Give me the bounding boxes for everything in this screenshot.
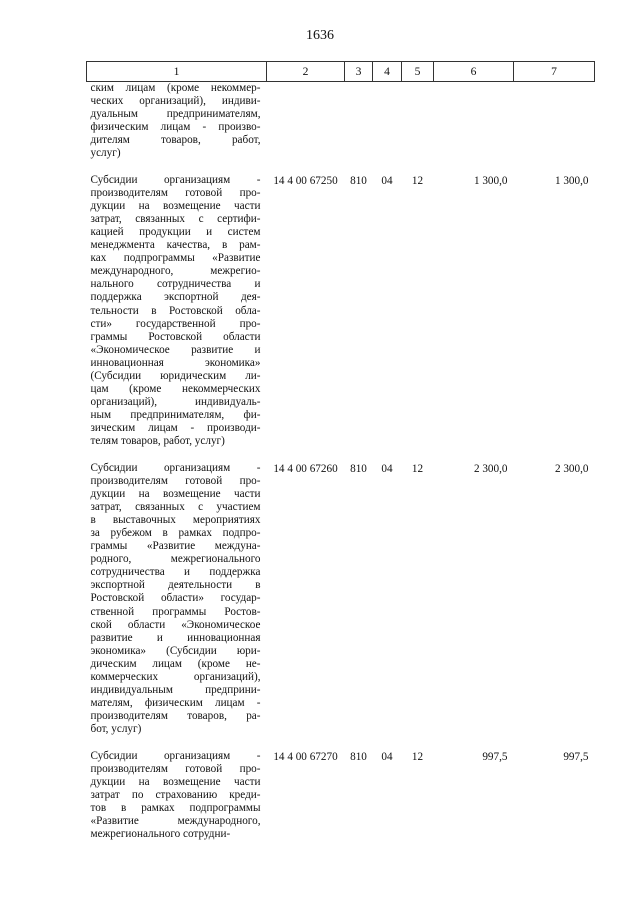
row-amount-1: 2 300,0 <box>473 462 508 475</box>
description-line: цам (кроме некоммерческих <box>90 383 261 396</box>
description-line: тельности в Ростовской обла- <box>90 304 261 317</box>
description-line: сти» государственной про- <box>90 317 261 330</box>
description-line: ческих организаций), индиви- <box>90 95 261 108</box>
column-header: 4 <box>373 62 402 82</box>
description-line: дукции на возмещение части <box>90 487 261 500</box>
row-amount-1: 997,5 <box>482 750 508 763</box>
row-section: 04 <box>381 462 393 475</box>
row-amount-2: 2 300,0 <box>554 462 589 475</box>
description-line: производителям готовой про- <box>90 762 261 775</box>
description-line: экспортной деятельности в <box>90 579 261 592</box>
description-line: производителям товаров, ра- <box>90 710 261 723</box>
row-expense-type: 810 <box>350 462 367 475</box>
description-line: «Развитие международного, <box>90 814 261 827</box>
description-line: дуальным предпринимателям, <box>90 108 261 121</box>
description-line: услуг) <box>90 147 121 160</box>
column-header: 6 <box>434 62 514 82</box>
description-line: коммерческих организаций), <box>90 671 261 684</box>
description-line: Субсидии организациям - <box>90 749 261 762</box>
row-description <box>87 82 267 161</box>
row-amount-1 <box>434 82 514 161</box>
description-line: развитие и инновационная <box>90 631 261 644</box>
row-subsection: 12 <box>411 174 424 187</box>
description-line: дукции на возмещение части <box>90 199 261 212</box>
description-line: Ростовской области» государ- <box>90 592 261 605</box>
description-line: ным предпринимателям, фи- <box>90 409 261 422</box>
row-spacer <box>87 737 595 750</box>
description-line: поддержка экспортной дея- <box>90 291 261 304</box>
row-target-code: 14 4 00 67260 <box>273 462 338 475</box>
description-line: граммы «Развитие междуна- <box>90 540 261 553</box>
description-line: граммы Ростовской области <box>90 330 261 343</box>
description-line: дукции на возмещение части <box>90 775 261 788</box>
row-subsection: 12 <box>411 462 424 475</box>
description-line: дическим лицам (кроме не- <box>90 657 261 670</box>
description-line: экономика» (Субсидии юри- <box>90 644 261 657</box>
description-line: физическим лицам - произво- <box>90 121 261 134</box>
description-line: сотрудничества и поддержка <box>90 566 261 579</box>
description-line: ским лицам (кроме некоммер- <box>90 82 261 94</box>
column-header: 2 <box>267 62 345 82</box>
description-line: мателям, физическим лицам - <box>90 697 261 710</box>
row-subsection <box>402 82 434 161</box>
row-spacer <box>87 449 595 462</box>
description-line: дителям товаров, работ, <box>90 134 261 147</box>
table-row <box>87 174 595 449</box>
column-header: 1 <box>87 62 267 82</box>
description-line: менеджмента качества, в рам- <box>90 239 261 252</box>
description-line: «Экономическое развитие и <box>90 343 261 356</box>
row-amount-2: 1 300,0 <box>554 174 589 187</box>
row-target-code: 14 4 00 67250 <box>273 174 338 187</box>
description-line: ственной программы Ростов- <box>90 605 261 618</box>
description-line: кацией продукции и систем <box>90 225 261 238</box>
description-line: инновационная экономика» <box>90 356 261 369</box>
description-line: зическим лицам - производи- <box>90 422 261 435</box>
page-number: 1636 <box>306 28 334 43</box>
row-spacer <box>87 161 595 174</box>
row-section <box>373 82 402 161</box>
row-description <box>87 750 267 842</box>
row-amount-1: 1 300,0 <box>473 174 508 187</box>
description-line: ках подпрограммы «Развитие <box>90 252 261 265</box>
column-header: 7 <box>514 62 595 82</box>
description-line: ской области «Экономическое <box>90 618 261 631</box>
row-target-code <box>267 82 345 161</box>
description-line: производителям готовой про- <box>90 186 261 199</box>
description-line: международного, межрегио- <box>90 265 261 278</box>
row-amount-2: 997,5 <box>563 750 589 763</box>
table-row <box>87 462 595 737</box>
description-line: бот, услуг) <box>90 723 142 736</box>
row-expense-type <box>345 82 373 161</box>
description-line: Субсидии организациям - <box>90 461 261 474</box>
table-row <box>87 750 595 842</box>
row-description <box>87 174 267 449</box>
row-section: 04 <box>381 750 393 763</box>
description-line: нального сотрудничества и <box>90 278 261 291</box>
description-line: межрегионального сотрудни- <box>90 828 231 841</box>
description-line: производителям готовой про- <box>90 474 261 487</box>
description-line: затрат, связанных с участием <box>90 500 261 513</box>
column-header: 3 <box>345 62 373 82</box>
description-line: индивидуальным предприни- <box>90 684 261 697</box>
description-line: затрат, связанных с сертифи- <box>90 212 261 225</box>
row-subsection: 12 <box>411 750 424 763</box>
description-line: тов в рамках подпрограммы <box>90 801 261 814</box>
row-section: 04 <box>381 174 393 187</box>
column-header-row <box>87 62 595 82</box>
description-line: затрат по страхованию креди- <box>90 788 261 801</box>
row-target-code: 14 4 00 67270 <box>273 750 338 763</box>
column-header: 5 <box>402 62 434 82</box>
description-line: за рубежом в рамках подпро- <box>90 527 261 539</box>
table-row <box>87 82 595 161</box>
description-line: родного, межрегионального <box>90 553 261 566</box>
description-line: (Субсидии юридическим ли- <box>90 369 261 382</box>
row-expense-type: 810 <box>350 750 367 763</box>
row-amount-2 <box>514 82 595 161</box>
budget-table <box>86 61 595 841</box>
description-line: Субсидии организациям - <box>90 173 261 186</box>
row-expense-type: 810 <box>350 174 367 187</box>
description-line: организаций), индивидуаль- <box>90 396 261 409</box>
row-description <box>87 462 267 737</box>
table-body <box>87 82 595 842</box>
description-line: в выставочных мероприятиях <box>90 513 261 526</box>
description-line: телям товаров, работ, услуг) <box>90 435 225 448</box>
